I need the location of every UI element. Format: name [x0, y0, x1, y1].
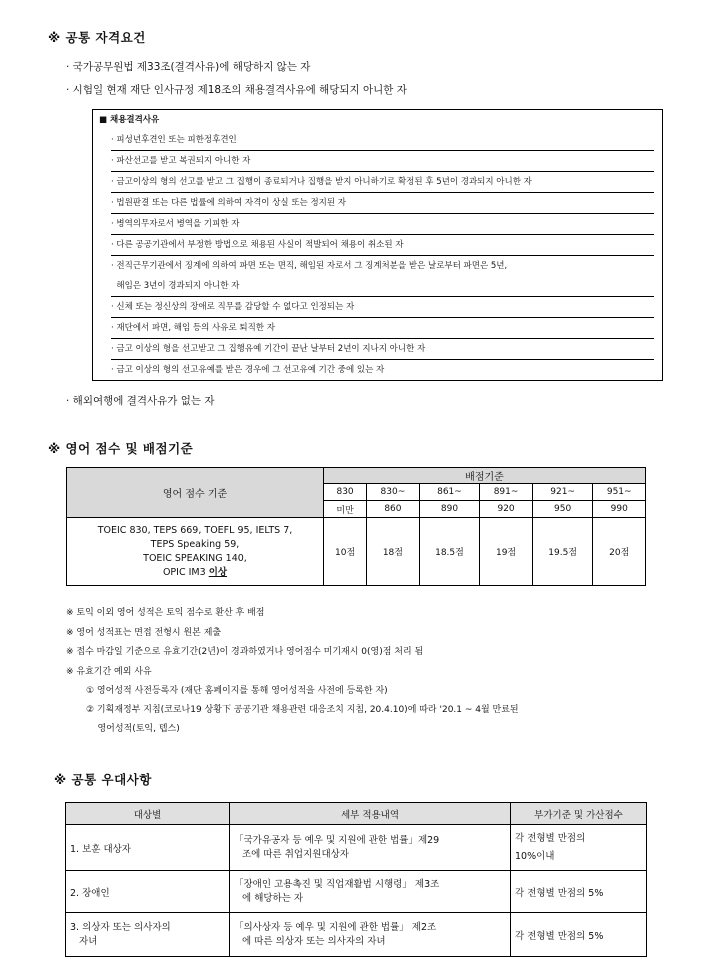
- detail-line: 에 해당하는 자: [242, 892, 304, 904]
- criteria-opic: OPIC IM3: [162, 566, 209, 578]
- detail-line: 「국가유공자 등 예우 및 지원에 관한 법률」제29: [234, 834, 440, 846]
- criteria-emphasis: 이상: [208, 566, 228, 578]
- box-title: ■ 채용결격사유: [99, 115, 160, 125]
- score-cell: 19점: [480, 518, 533, 586]
- subnote: ① 영어성적 사전등록자 (재단 홈페이지를 통해 영어성적을 사전에 등록한 자): [86, 686, 388, 696]
- subnote: ② 기획재정부 지침(코로나19 상황下 공공기관 채용관련 대응조치 지침, 20.4.10)에 따라 '20.1 ~ 4월 만료된: [86, 705, 519, 715]
- note: ※ 토익 이외 영어 성적은 토익 점수로 환산 후 배점: [66, 608, 265, 618]
- table-row: [66, 825, 647, 871]
- section-title-english-score: ※ 영어 점수 및 배점기준: [48, 441, 194, 456]
- criteria-cell: [67, 518, 324, 586]
- range-top: 830~: [367, 484, 420, 501]
- bullet-overseas-travel: · 해외여행에 결격사유가 없는 자: [66, 395, 215, 407]
- detail-cell: [230, 913, 511, 957]
- list-item: · 파산선고를 받고 복권되지 아니한 자: [111, 151, 654, 172]
- range-bottom: 950: [532, 501, 593, 518]
- list-item: · 금고 이상의 형을 선고받고 그 집행유예 기간이 끝난 날부터 2년이 지나지 아니한 자: [111, 339, 654, 360]
- col-header-target: 대상별: [66, 803, 230, 825]
- detail-cell: [230, 871, 511, 913]
- range-bottom: 990: [593, 501, 646, 518]
- criteria-header: 영어 점수 기준: [67, 468, 324, 518]
- detail-line: 「의사상자 등 예우 및 지원에 관한 법률」 제2조: [234, 921, 437, 933]
- range-top: 891~: [480, 484, 533, 501]
- list-item: · 법원판결 또는 다른 법률에 의하여 자격이 상실 또는 정지된 자: [111, 193, 654, 214]
- table-row: [66, 913, 647, 957]
- col-header-bonus: 부가기준 및 가산점수: [511, 803, 647, 825]
- preference-table: [65, 802, 647, 957]
- detail-line: 조에 따른 취업지원대상자: [242, 848, 349, 860]
- list-item: 해임은 3년이 경과되지 아니한 자: [111, 276, 654, 297]
- criteria-line: TOEIC 830, TEPS 669, TOEFL 95, IELTS 7,: [97, 524, 293, 536]
- criteria-line: TEPS Speaking 59,: [150, 538, 240, 550]
- range-top: 951~: [593, 484, 646, 501]
- note: ※ 접수 마감일 기준으로 유효기간(2년)이 경과하였거나 영어점수 미기재시 0(영)점 처리 됨: [66, 647, 424, 657]
- list-item: · 금고이상의 형의 선고를 받고 그 집행이 종료되거나 집행을 받지 아니하기로 확정된 후 5년이 경과되지 아니한 자: [111, 172, 654, 193]
- detail-cell: [230, 825, 511, 871]
- range-bottom: 860: [367, 501, 420, 518]
- score-cell: 10점: [324, 518, 367, 586]
- list-item: · 피성년후견인 또는 피한정후견인: [111, 130, 654, 151]
- bonus-cell: 각 전형별 만점의 5%: [511, 913, 647, 957]
- note: ※ 유효기간 예외 사유: [66, 667, 152, 677]
- target-cell: 2. 장애인: [66, 871, 230, 913]
- list-item: · 금고 이상의 형의 선고유예를 받은 경우에 그 선고유예 기간 중에 있는 자: [111, 360, 654, 381]
- list-item: · 재단에서 파면, 해임 등의 사유로 퇴직한 자: [111, 318, 654, 339]
- detail-line: 에 따른 의상자 또는 의사자의 자녀: [242, 935, 386, 947]
- score-group-header: 배점기준: [324, 468, 646, 484]
- list-item: · 신체 또는 정신상의 장애로 직무를 감당할 수 없다고 인정되는 자: [111, 297, 654, 318]
- criteria-line: TOEIC SPEAKING 140,: [143, 552, 247, 564]
- table-row: [66, 871, 647, 913]
- section-title-preferences: ※ 공통 우대사항: [54, 772, 152, 787]
- bullet-civil-service-law: · 국가공무원법 제33조(결격사유)에 해당하지 않는 자: [66, 61, 311, 73]
- range-top: 861~: [419, 484, 480, 501]
- range-bottom: 미만: [324, 501, 367, 518]
- bonus-line: 10%이내: [515, 850, 555, 862]
- score-cell: 20점: [593, 518, 646, 586]
- score-cell: 19.5점: [532, 518, 593, 586]
- subnote: 영어성적(토익, 텝스): [86, 724, 180, 734]
- range-top: 830: [324, 484, 367, 501]
- section-title-qualifications: ※ 공통 자격요건: [48, 30, 146, 45]
- score-cell: 18점: [367, 518, 420, 586]
- range-top: 921~: [532, 484, 593, 501]
- bonus-line: 각 전형별 만점의: [515, 832, 586, 844]
- list-item: · 전직근무기관에서 징계에 의하여 파면 또는 면직, 해임된 자로서 그 징계처분을 받은 날로부터 파면은 5년,: [111, 261, 508, 271]
- bonus-cell: 각 전형별 만점의 5%: [511, 871, 647, 913]
- target-cell: 3. 의상자 또는 의사자의 자녀: [66, 913, 230, 957]
- disqualification-box: [92, 109, 663, 381]
- bullet-hr-regulation: · 시험일 현재 재단 인사규정 제18조의 채용결격사유에 해당되지 아니한 자: [66, 84, 407, 96]
- range-bottom: 890: [419, 501, 480, 518]
- col-header-detail: 세부 적용내역: [230, 803, 511, 825]
- detail-line: 「장애인 고용촉진 및 직업재활법 시행령」 제3조: [234, 878, 440, 890]
- note: ※ 영어 성적표는 면접 전형시 원본 제출: [66, 628, 222, 638]
- bonus-cell: [511, 825, 647, 871]
- english-score-table: [66, 467, 646, 586]
- range-bottom: 920: [480, 501, 533, 518]
- criteria-line: [67, 566, 323, 580]
- score-cell: 18.5점: [419, 518, 480, 586]
- target-cell: 1. 보훈 대상자: [66, 825, 230, 871]
- list-item: · 다른 공공기관에서 부정한 방법으로 채용된 사실이 적발되어 채용이 취소된 자: [111, 235, 654, 256]
- list-item: · 병역의무자로서 병역을 기피한 자: [111, 214, 654, 235]
